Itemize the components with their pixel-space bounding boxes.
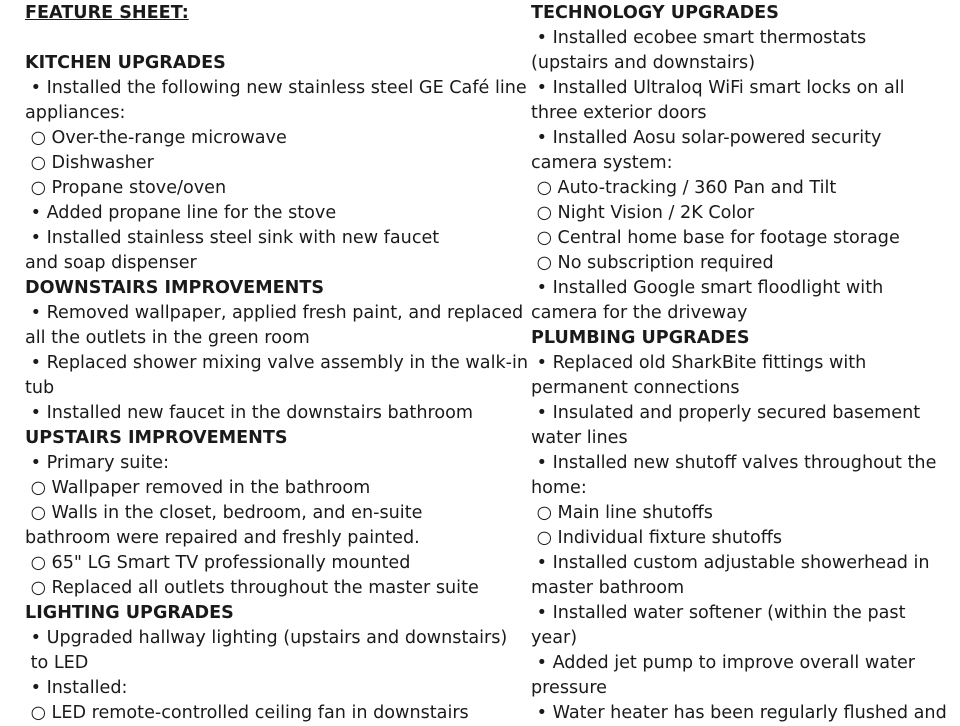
feature-line: • Water heater has been regularly flushed and — [531, 703, 947, 723]
feature-line: to LED — [25, 653, 89, 673]
feature-line: • Removed wallpaper, applied fresh paint, and replaced — [25, 303, 524, 323]
feature-line: • Installed stainless steel sink with new faucet — [25, 228, 440, 248]
feature-line: • Installed: — [25, 678, 128, 698]
feature-line: ○ Replaced all outlets throughout the master suite — [25, 578, 479, 598]
feature-line: home: — [531, 478, 587, 498]
feature-line: ○ Auto-tracking / 360 Pan and Tilt — [531, 178, 837, 198]
feature-line: permanent connections — [531, 378, 740, 398]
feature-line: and soap dispenser — [25, 253, 197, 273]
feature-line: • Installed the following new stainless steel GE Café line — [25, 78, 527, 98]
feature-line: ○ Over-the-range microwave — [25, 128, 287, 148]
feature-line: master bathroom — [531, 578, 685, 598]
section-heading-kitchen-upgrades: KITCHEN UPGRADES — [25, 53, 226, 73]
feature-line: ○ No subscription required — [531, 253, 774, 273]
feature-line: • Primary suite: — [25, 453, 169, 473]
feature-line: ○ 65" LG Smart TV professionally mounted — [25, 553, 411, 573]
document-title: FEATURE SHEET: — [25, 3, 189, 23]
feature-line: • Installed ecobee smart thermostats — [531, 28, 867, 48]
feature-line: ○ Night Vision / 2K Color — [531, 203, 755, 223]
feature-line: • Installed water softener (within the past — [531, 603, 906, 623]
feature-line: tub — [25, 378, 55, 398]
feature-line: camera system: — [531, 153, 673, 173]
feature-line: • Installed new faucet in the downstairs bathroom — [25, 403, 473, 423]
feature-line: ○ Main line shutoffs — [531, 503, 713, 523]
feature-line: • Replaced old SharkBite fittings with — [531, 353, 867, 373]
feature-line: • Installed Ultraloq WiFi smart locks on all — [531, 78, 905, 98]
right-column — [531, 1, 947, 726]
feature-line: ○ Central home base for footage storage — [531, 228, 900, 248]
feature-line: ○ Propane stove/oven — [25, 178, 227, 198]
feature-line: ○ Individual fixture shutoffs — [531, 528, 783, 548]
feature-line: three exterior doors — [531, 103, 707, 123]
feature-line: ○ Walls in the closet, bedroom, and en-suite — [25, 503, 423, 523]
section-heading-downstairs-improvements: DOWNSTAIRS IMPROVEMENTS — [25, 278, 325, 298]
section-heading-upstairs-improvements: UPSTAIRS IMPROVEMENTS — [25, 428, 288, 448]
feature-line: • Installed Google smart floodlight with — [531, 278, 884, 298]
section-heading-technology-upgrades: TECHNOLOGY UPGRADES — [531, 3, 779, 23]
feature-line: • Added jet pump to improve overall water — [531, 653, 916, 673]
feature-line: • Installed custom adjustable showerhead in — [531, 553, 930, 573]
feature-line: appliances: — [25, 103, 126, 123]
blank-line — [25, 26, 525, 51]
feature-line: ○ Dishwasher — [25, 153, 154, 173]
feature-line: • Upgraded hallway lighting (upstairs and downstairs) — [25, 628, 508, 648]
left-column — [25, 1, 529, 726]
feature-line: • Replaced shower mixing valve assembly in the walk-in — [25, 353, 529, 373]
feature-line: ○ LED remote-controlled ceiling fan in downstairs — [25, 703, 469, 723]
feature-line: (upstairs and downstairs) — [531, 53, 756, 73]
feature-line: all the outlets in the green room — [25, 328, 310, 348]
section-heading-plumbing-upgrades: PLUMBING UPGRADES — [531, 328, 750, 348]
feature-line: • Added propane line for the stove — [25, 203, 337, 223]
feature-line: bathroom were repaired and freshly painted. — [25, 528, 420, 548]
feature-line: water lines — [531, 428, 628, 448]
feature-line: • Insulated and properly secured basement — [531, 403, 921, 423]
feature-line: year) — [531, 628, 578, 648]
section-heading-lighting-upgrades: LIGHTING UPGRADES — [25, 603, 234, 623]
feature-line: • Installed Aosu solar-powered security — [531, 128, 882, 148]
feature-line: camera for the driveway — [531, 303, 748, 323]
feature-line: pressure — [531, 678, 607, 698]
feature-line: • Installed new shutoff valves throughout the — [531, 453, 937, 473]
feature-line: ○ Wallpaper removed in the bathroom — [25, 478, 371, 498]
